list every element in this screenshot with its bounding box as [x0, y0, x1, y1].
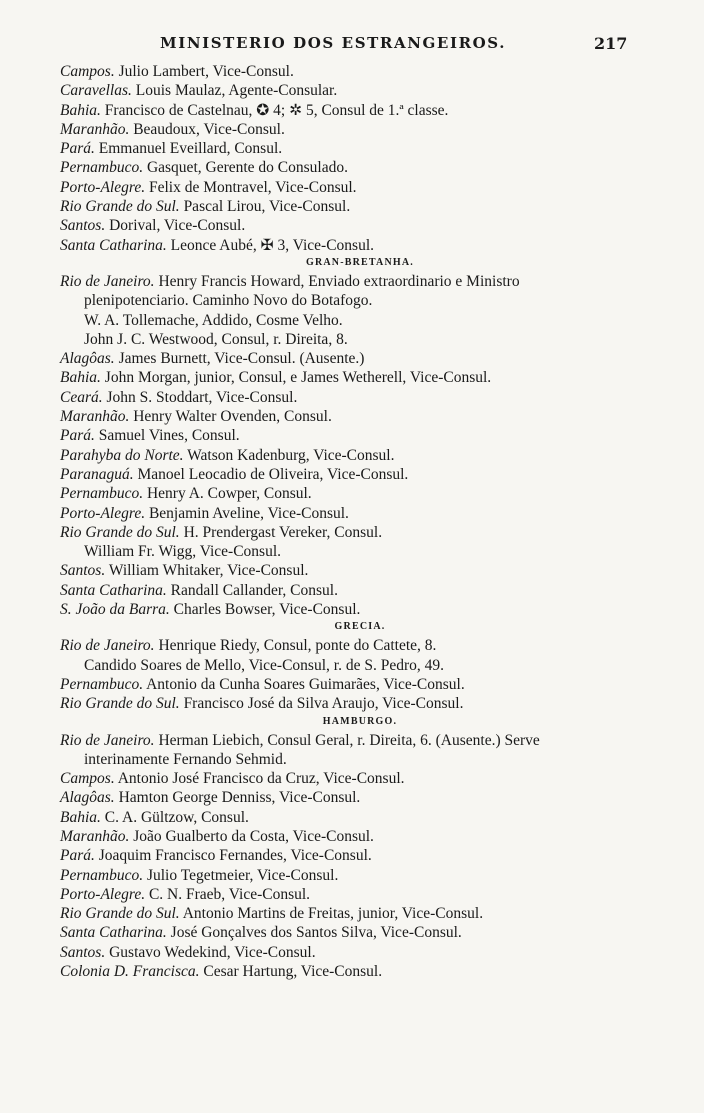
consul-entry: [60, 101, 660, 120]
consul-entry: [60, 600, 660, 619]
consul-entry: [60, 272, 619, 311]
consul-details: Beaudoux, Vice-Consul.: [129, 120, 285, 138]
consul-details: John J. C. Westwood, Consul, r. Direita, 8.: [84, 330, 348, 348]
place-name: Rio de Janeiro.: [60, 731, 155, 749]
consul-entry: [60, 426, 660, 445]
consul-entry: [60, 158, 660, 177]
place-name: S. João da Barra.: [60, 601, 170, 619]
consul-details: Samuel Vines, Consul.: [94, 427, 240, 445]
consul-details: Antonio da Cunha Soares Guimarães, Vice-Consul.: [143, 675, 465, 693]
consul-entry: [60, 561, 660, 580]
consul-entry: [60, 368, 660, 387]
consul-details: Julio Lambert, Vice-Consul.: [114, 63, 294, 80]
consul-entry: [60, 484, 660, 503]
consul-details: James Burnett, Vice-Consul. (Ausente.): [114, 350, 365, 368]
consul-entry: [60, 943, 660, 962]
consul-entry: [60, 542, 660, 561]
place-name: Porto-Alegre.: [60, 885, 146, 903]
place-name: Rio Grande do Sul.: [60, 523, 180, 541]
consul-details: Francisco de Castelnau, ✪ 4; ✲ 5, Consul de 1.ª classe.: [100, 101, 449, 119]
country-heading: GRECIA.: [334, 621, 386, 633]
consul-details: Randall Callander, Consul.: [166, 581, 338, 599]
consul-details: Manoel Leocadio de Oliveira, Vice-Consul.: [133, 465, 409, 483]
consul-entry: [60, 407, 660, 426]
consul-entry: [60, 827, 660, 846]
consul-details: Francisco José da Silva Araujo, Vice-Consul.: [179, 695, 464, 713]
consul-entry: [60, 120, 660, 139]
place-name: Pernambuco.: [60, 866, 144, 884]
consul-details: Pascal Lirou, Vice-Consul.: [179, 198, 351, 216]
country-section: [60, 715, 660, 982]
place-name: Caravellas.: [60, 82, 132, 100]
consul-details: John Morgan, junior, Consul, e James Wetherell, Vice-Consul.: [100, 369, 492, 387]
place-name: Pernambuco.: [60, 675, 144, 693]
consul-entry: [60, 81, 660, 100]
page-number: 217: [594, 34, 628, 53]
place-name: Porto-Alegre.: [60, 504, 146, 522]
place-name: Santos.: [60, 943, 106, 961]
consul-entry: [60, 236, 660, 255]
consul-details: Henry A. Cowper, Consul.: [143, 485, 312, 503]
place-name: Bahia.: [60, 369, 101, 387]
place-name: Pernambuco.: [60, 159, 144, 177]
consul-entry: [60, 388, 660, 407]
consul-entry: [60, 675, 660, 694]
place-name: Maranhão.: [60, 120, 130, 138]
place-name: Maranhão.: [60, 408, 130, 426]
consul-entry: [60, 769, 660, 788]
running-title: MINISTERIO DOS ESTRANGEIROS.: [160, 34, 507, 52]
place-name: Pernambuco.: [60, 485, 144, 503]
consul-details: Louis Maulaz, Agente-Consular.: [131, 82, 338, 100]
consul-entry: [60, 504, 660, 523]
consul-details: Henry Francis Howard, Enviado extraordinario e Ministro plenipotenciario. Caminho Novo do Botafogo.: [84, 272, 520, 310]
place-name: Santa Catharina.: [60, 581, 167, 599]
place-name: Pará.: [60, 427, 95, 445]
consul-details: Charles Bowser, Vice-Consul.: [169, 601, 361, 619]
consul-entry: [60, 349, 660, 368]
country-section: [60, 620, 660, 713]
place-name: Rio Grande do Sul.: [60, 198, 180, 216]
consul-entry: [60, 866, 660, 885]
consul-entry: [60, 904, 660, 923]
place-name: Pará.: [60, 847, 95, 865]
place-name: Paranaguá.: [60, 465, 134, 483]
place-name: Campos.: [60, 770, 115, 788]
consul-details: Leonce Aubé, ✠ 3, Vice-Consul.: [166, 236, 374, 254]
consul-details: W. A. Tollemache, Addido, Cosme Velho.: [84, 311, 343, 329]
consul-entry: [60, 808, 660, 827]
country-heading: HAMBURGO.: [322, 715, 398, 727]
place-name: Santa Catharina.: [60, 236, 167, 254]
consul-entry: [60, 197, 660, 216]
consul-entry: [60, 446, 660, 465]
consul-details: Antonio Martins de Freitas, junior, Vice-Consul.: [179, 905, 484, 923]
consul-details: Candido Soares de Mello, Vice-Consul, r. de S. Pedro, 49.: [84, 656, 444, 674]
place-name: Rio de Janeiro.: [60, 272, 155, 290]
country-section: [60, 62, 660, 255]
consul-details: Benjamin Aveline, Vice-Consul.: [145, 504, 349, 522]
consul-details: Henrique Riedy, Consul, ponte do Cattete, 8.: [154, 637, 437, 655]
consul-details: Watson Kadenburg, Vice-Consul.: [183, 446, 395, 464]
consul-details: Gustavo Wedekind, Vice-Consul.: [105, 943, 316, 961]
consul-entry: [60, 788, 660, 807]
consul-details: Joaquim Francisco Fernandes, Vice-Consul.: [94, 847, 372, 865]
consul-entry: [60, 581, 660, 600]
consul-details: H. Prendergast Vereker, Consul.: [179, 523, 383, 541]
consul-listing: [60, 62, 660, 981]
country-heading: GRAN-BRETANHA.: [305, 256, 414, 268]
place-name: Rio Grande do Sul.: [60, 695, 180, 713]
place-name: Alagôas.: [60, 350, 115, 368]
place-name: Santos.: [60, 217, 106, 235]
consul-entry: [60, 62, 660, 81]
consul-details: Henry Walter Ovenden, Consul.: [129, 408, 332, 426]
consul-entry: [60, 465, 660, 484]
consul-details: John S. Stoddart, Vice-Consul.: [102, 388, 298, 406]
place-name: Santa Catharina.: [60, 924, 167, 942]
place-name: Campos.: [60, 63, 115, 80]
consul-entry: [60, 178, 660, 197]
consul-entry: [60, 846, 660, 865]
consul-entry: [60, 523, 660, 542]
consul-entry: [60, 139, 660, 158]
place-name: Parahyba do Norte.: [60, 446, 184, 464]
consul-entry: [60, 694, 660, 713]
consul-details: Dorival, Vice-Consul.: [105, 217, 246, 235]
place-name: Porto-Alegre.: [60, 178, 146, 196]
place-name: Pará.: [60, 140, 95, 158]
consul-details: C. N. Fraeb, Vice-Consul.: [145, 885, 311, 903]
consul-entry: [60, 330, 660, 349]
consul-entry: [60, 962, 660, 981]
consul-entry: [60, 216, 660, 235]
consul-details: William Whitaker, Vice-Consul.: [105, 562, 309, 580]
page-header: [0, 34, 704, 58]
consul-details: José Gonçalves dos Santos Silva, Vice-Consul.: [166, 924, 462, 942]
consul-entry: [60, 885, 660, 904]
consul-details: Gasquet, Gerente do Consulado.: [143, 159, 348, 177]
place-name: Colonia D. Francisca.: [60, 963, 200, 981]
consul-details: Hamton George Denniss, Vice-Consul.: [114, 789, 361, 807]
place-name: Maranhão.: [60, 827, 130, 845]
consul-details: William Fr. Wigg, Vice-Consul.: [84, 543, 282, 561]
place-name: Alagôas.: [60, 789, 115, 807]
place-name: Santos.: [60, 562, 106, 580]
place-name: Bahia.: [60, 808, 101, 826]
place-name: Ceará.: [60, 388, 103, 406]
consul-entry: [60, 731, 619, 770]
consul-details: Emmanuel Eveillard, Consul.: [94, 140, 283, 158]
consul-entry: [60, 656, 660, 675]
consul-details: C. A. Gültzow, Consul.: [100, 808, 249, 826]
consul-entry: [60, 636, 660, 655]
consul-details: Felix de Montravel, Vice-Consul.: [145, 178, 357, 196]
consul-details: Herman Liebich, Consul Geral, r. Direita, 6. (Ausente.) Serve interinamente Fernando Sehmid.: [84, 731, 540, 768]
country-section: [60, 256, 660, 619]
consul-entry: [60, 923, 660, 942]
consul-details: Julio Tegetmeier, Vice-Consul.: [143, 866, 339, 884]
place-name: Rio de Janeiro.: [60, 637, 155, 655]
place-name: Rio Grande do Sul.: [60, 905, 180, 923]
consul-details: Cesar Hartung, Vice-Consul.: [199, 963, 383, 981]
consul-details: Antonio José Francisco da Cruz, Vice-Consul.: [114, 770, 405, 788]
place-name: Bahia.: [60, 101, 101, 119]
consul-details: João Gualberto da Costa, Vice-Consul.: [129, 827, 374, 845]
consul-entry: [60, 311, 660, 330]
